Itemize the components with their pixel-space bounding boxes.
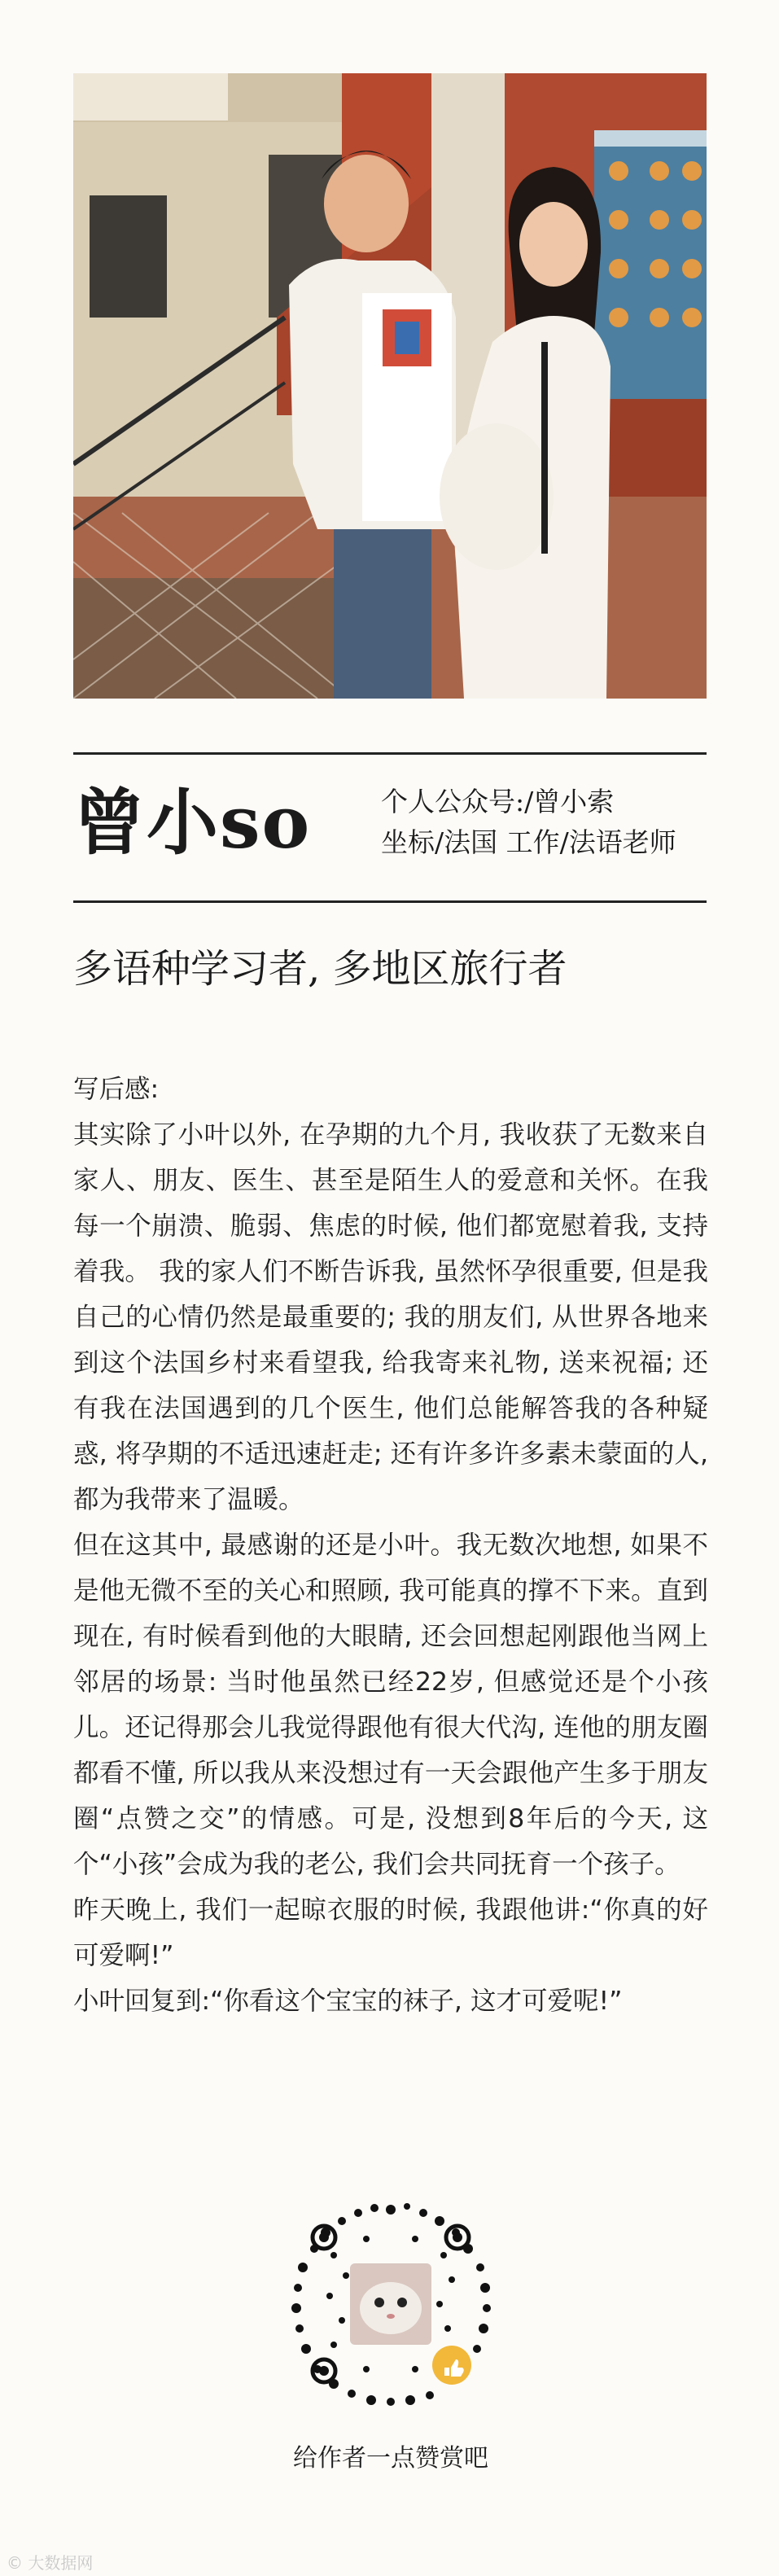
tagline: 多语种学习者, 多地区旅行者 xyxy=(73,946,567,992)
article-paragraph: 但在这其中, 最感谢的还是小叶。我无数次地想, 如果不是他无微不至的关心和照顾, 我可能真的撑不下来。直到现在, 有时候看到他的大眼睛, 还会回想起刚跟他当网上邻居的场景: 当时他虽然已经22岁, 但感觉还是个小孩儿。还记得那会儿我觉得跟他有很大代沟, 连他的朋友圈都看不懂, 所以我从来没想过有一天会跟他产生多于朋友圈“点赞之交”的情感。可是, 没想到8年后的今天, 这个“小孩”会成为我的老公, 我们会共同抚育一个孩子。 xyxy=(73,1531,708,1879)
article-paragraph: 其实除了小叶以外, 在孕期的九个月, 我收获了无数来自家人、朋友、医生、甚至是陌生人的爱意和关怀。在我每一个崩溃、脆弱、焦虑的时候, 他们都宽慰着我, 支持着我。 我的家人们不断告诉我, 虽然怀孕很重要, 但是我自己的心情仍然是最重要的; 我的朋友们, 从世界各地来到这个法国乡村来看望我, 给我寄来礼物, 送来祝福; 还有我在法国遇到的几个医生, 他们总能解答我的各种疑惑, 将孕期的不适迅速赶走; 还有许多许多素未蒙面的人, 都为我带来了温暖。 xyxy=(73,1120,708,1514)
couple-photo xyxy=(73,73,707,699)
article-body xyxy=(73,1067,708,2024)
article-paragraph: 昨天晚上, 我们一起晾衣服的时候, 我跟他讲:“你真的好可爱啊!” xyxy=(73,1895,708,1970)
official-account-line: 个人公众号:/曾小索 xyxy=(381,786,615,817)
reward-caption: 给作者一点赞赏吧 xyxy=(293,2444,488,2473)
author-meta xyxy=(381,782,723,863)
divider-top xyxy=(73,752,707,755)
location-job-line: 坐标/法国 工作/法语老师 xyxy=(381,826,676,858)
article-paragraph: 小叶回复到:“你看这个宝宝的袜子, 这才可爱呢!” xyxy=(73,1987,623,2016)
reward-qr-code[interactable] xyxy=(285,2198,497,2410)
watermark: © 大数据网 xyxy=(7,2553,94,2573)
divider-bottom xyxy=(73,900,707,903)
article-heading: 写后感: xyxy=(73,1075,160,1104)
author-name: 曾小so xyxy=(73,780,312,865)
